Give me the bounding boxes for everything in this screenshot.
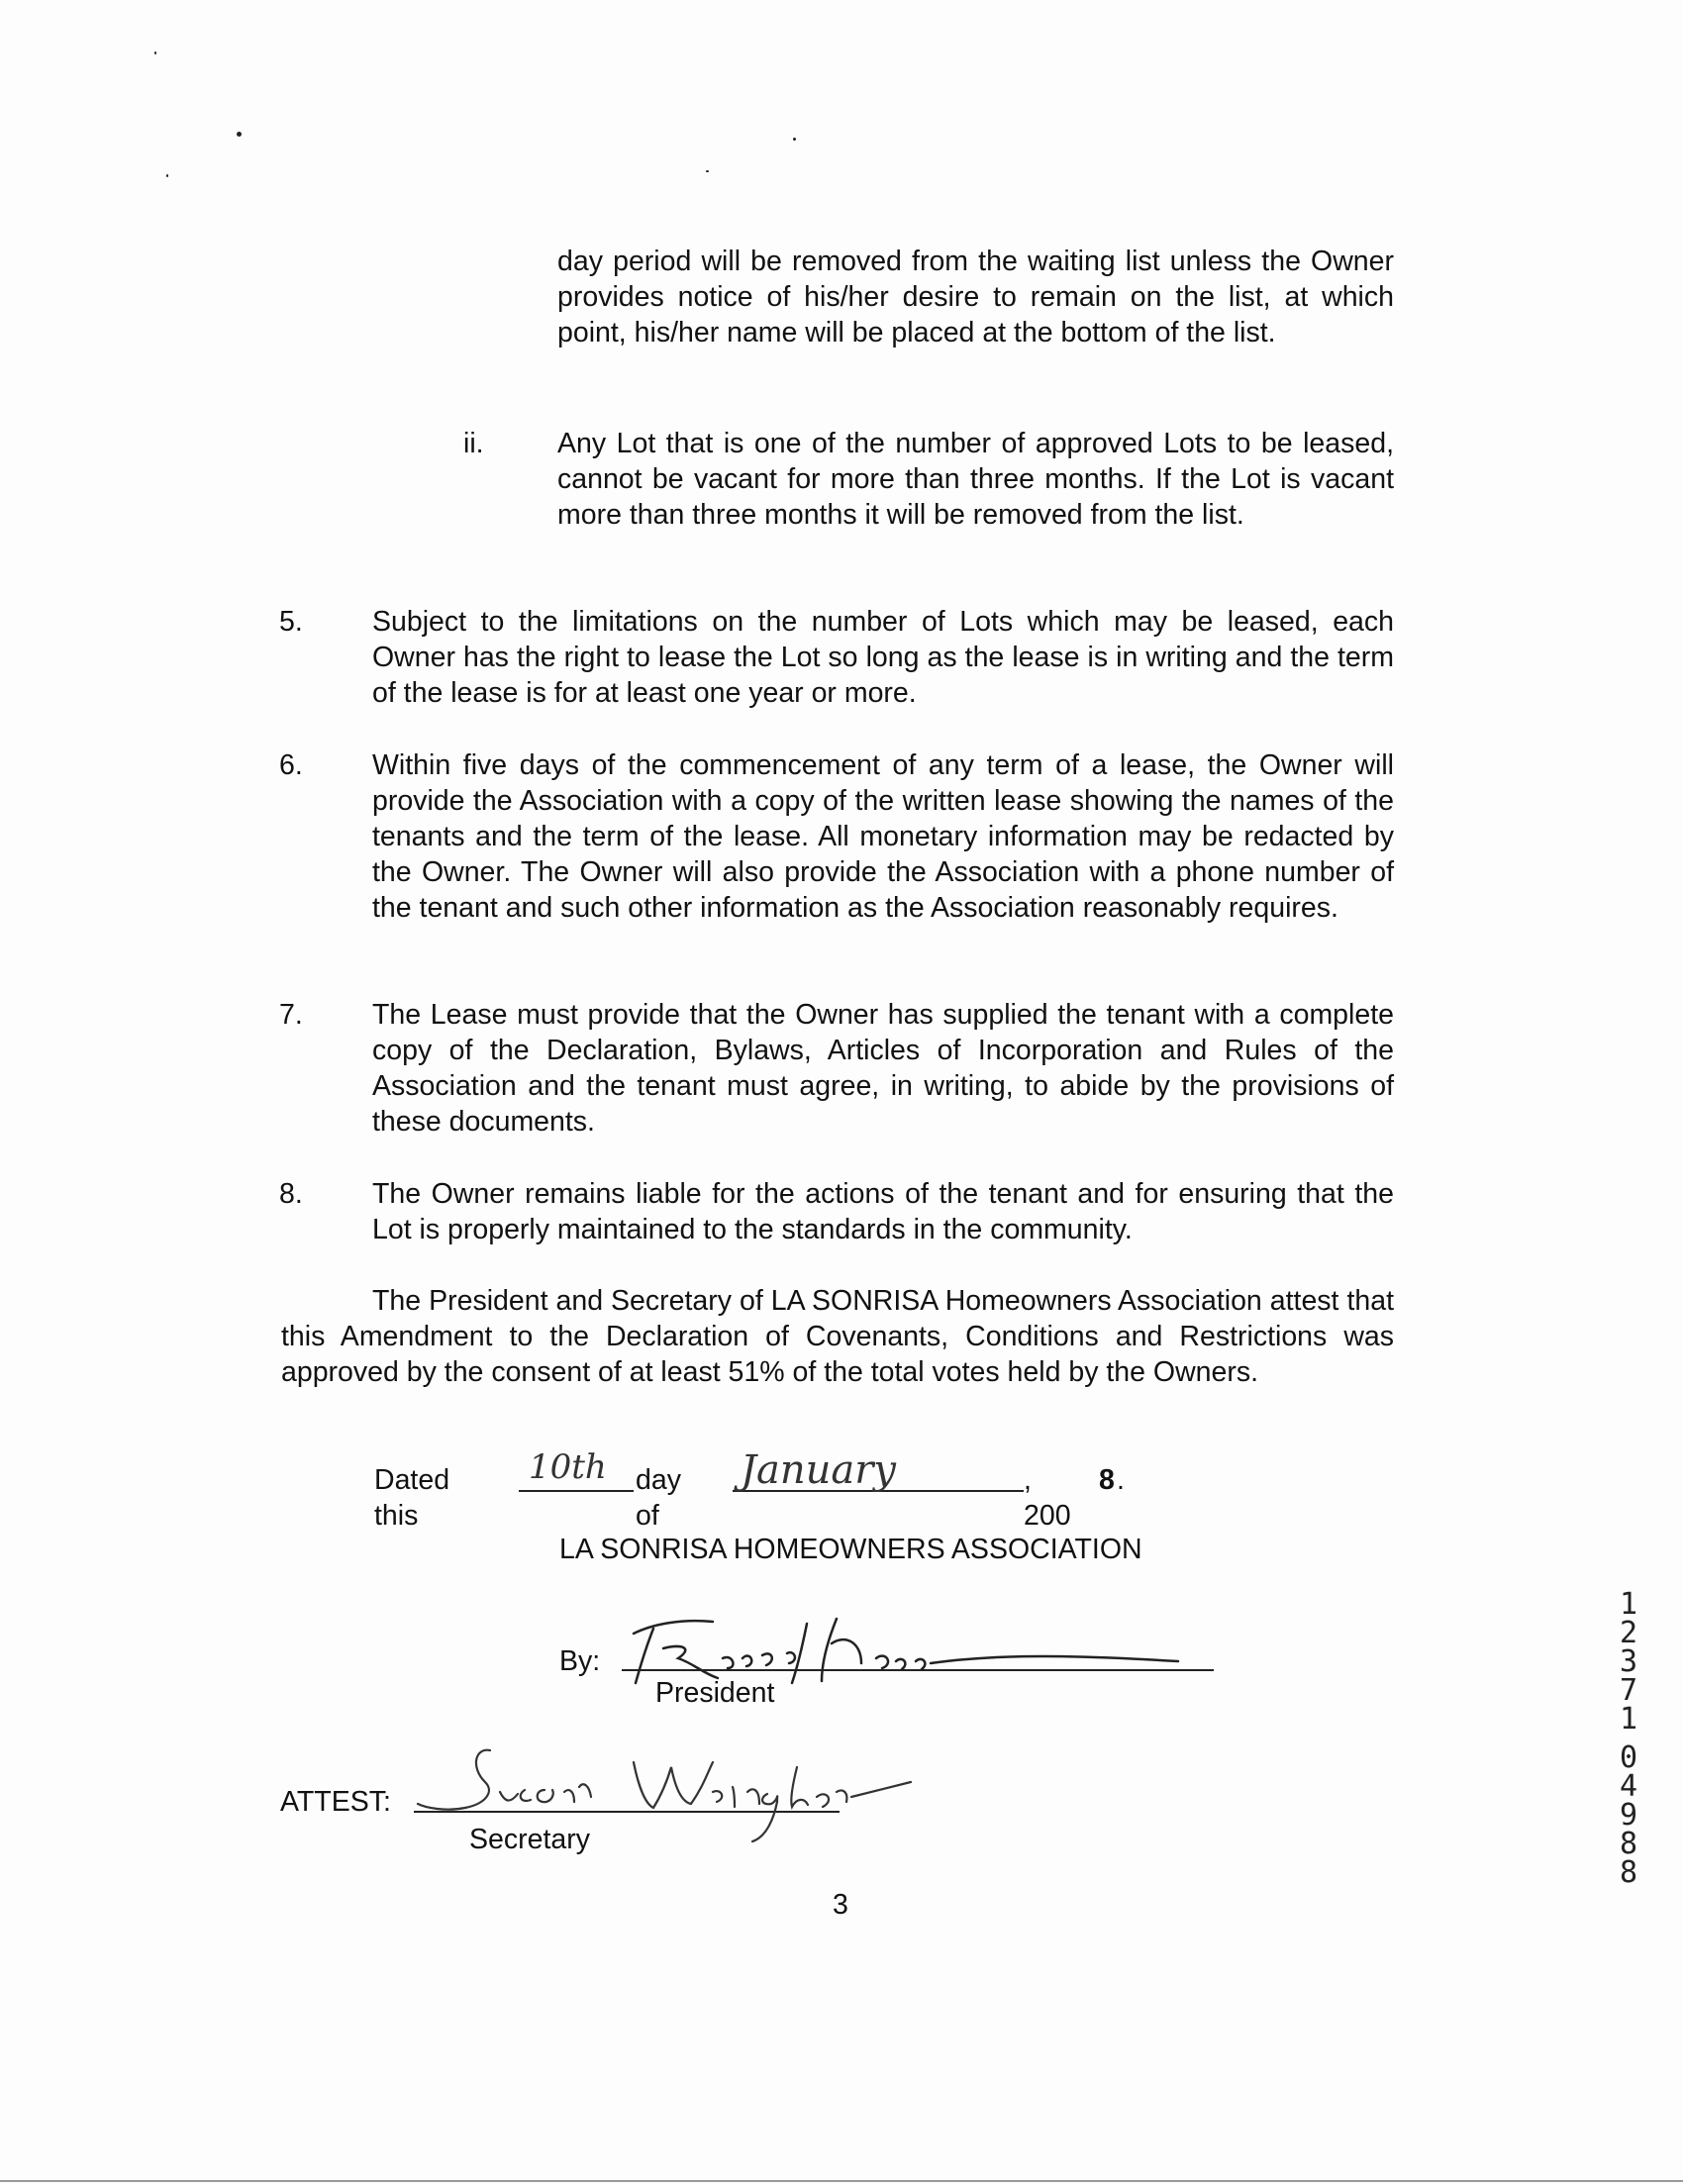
item-marker-5: 5. bbox=[279, 606, 303, 638]
dated-middle: day of bbox=[636, 1464, 681, 1532]
continuation-paragraph: day period will be removed from the waiting list unless the Owner provides notice of his/her desire to remain on the list, at which point, his/her name will be placed at the bottom of the list. bbox=[557, 246, 1394, 348]
day-handwritten: 10th bbox=[529, 1447, 607, 1487]
by-label: By: bbox=[559, 1645, 601, 1677]
item-5-text: Subject to the limitations on the number of Lots which may be leased, each Owner has the right to lease the Lot so long as the lease is in writing and the term of the lease is for at least one year or more. bbox=[372, 606, 1394, 709]
day-blank bbox=[519, 1490, 634, 1492]
item-marker-8: 8. bbox=[279, 1178, 303, 1210]
attestation-paragraph: The President and Secretary of LA SONRISA Homeowners Association attest that this Amendment to the Declaration of Covenants, Conditions and Restrictions was approved by the consent of at least 51% of the total votes held by the Owners. bbox=[281, 1285, 1394, 1388]
dated-year-digit: 8 bbox=[1099, 1464, 1115, 1496]
dated-year-prefix: , 200 bbox=[1024, 1464, 1071, 1532]
scan-edge-bottom bbox=[0, 2180, 1683, 2182]
month-handwritten: January bbox=[741, 1447, 896, 1493]
item-ii-text: Any Lot that is one of the number of approved Lots to be leased, cannot be vacant for more than three months. If the Lot is vacant more than three months it will be removed from the list. bbox=[557, 428, 1394, 531]
attest-label: ATTEST: bbox=[280, 1786, 391, 1818]
page-number: 3 bbox=[833, 1889, 848, 1921]
scan-speck bbox=[706, 170, 709, 172]
side-stamp-bottom-digits: 04988 bbox=[1619, 1740, 1638, 1890]
secretary-title: Secretary bbox=[469, 1824, 590, 1855]
scan-speck bbox=[154, 51, 156, 54]
dated-suffix: . bbox=[1117, 1464, 1125, 1496]
scan-speck bbox=[237, 132, 242, 137]
association-name: LA SONRISA HOMEOWNERS ASSOCIATION bbox=[559, 1534, 1142, 1565]
side-stamp-top bbox=[1612, 1587, 1645, 1737]
item-6-text: Within five days of the commencement of any term of a lease, the Owner will provide the Association with a copy of the written lease showing the names of the tenants and the term of the lease. All monetary information may be redacted by the Owner. The Owner will also provide the Association with a phone number of the tenant and such other information as the Association reasonably requires. bbox=[372, 749, 1394, 924]
side-stamp-bottom bbox=[1612, 1740, 1645, 1890]
item-8-text: The Owner remains liable for the actions of the tenant and for ensuring that the Lot is properly maintained to the standards in the community. bbox=[372, 1178, 1394, 1245]
scan-speck bbox=[166, 174, 168, 177]
item-marker-7: 7. bbox=[279, 999, 303, 1031]
item-marker-ii: ii. bbox=[463, 428, 484, 459]
side-stamp-top-digits: 12371 bbox=[1619, 1587, 1638, 1737]
dated-prefix: Dated this bbox=[374, 1464, 450, 1532]
item-marker-6: 6. bbox=[279, 749, 303, 781]
scan-speck bbox=[793, 138, 796, 141]
item-7-text: The Lease must provide that the Owner has supplied the tenant with a complete copy of the Declaration, Bylaws, Articles of Incorporation and Rules of the Association and the tenant must agree, in writing, to abide by the provisions of these documents. bbox=[372, 999, 1394, 1138]
president-title: President bbox=[655, 1677, 775, 1709]
